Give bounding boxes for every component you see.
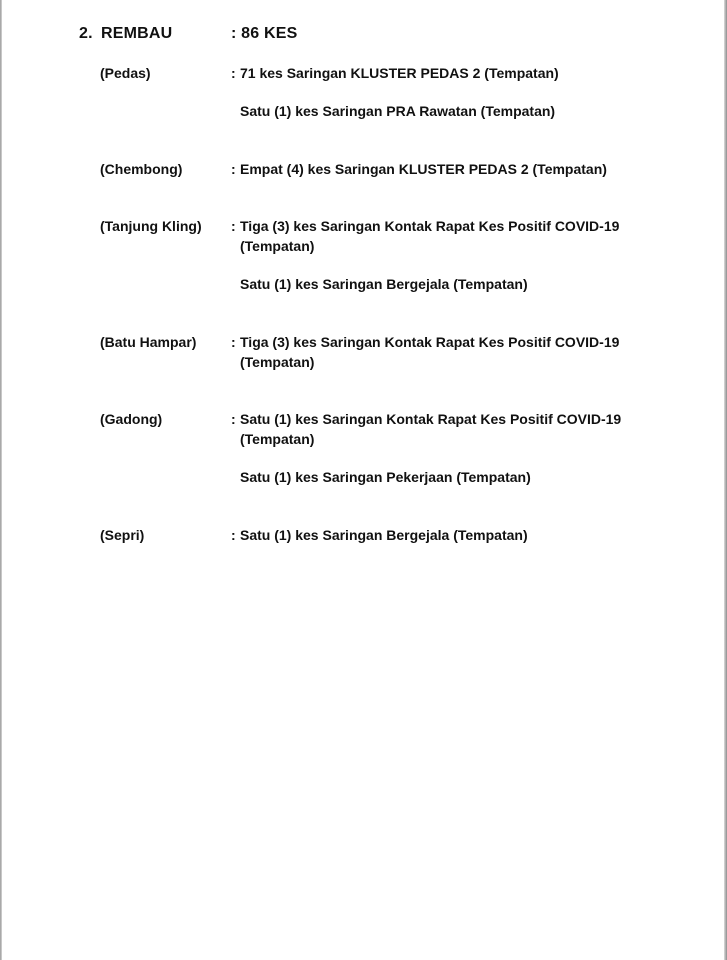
case-line: Tiga (3) kes Saringan Kontak Rapat Kes Positif COVID-19 (Tempatan) bbox=[240, 334, 620, 370]
colon-separator: : bbox=[231, 65, 236, 81]
case-line: Satu (1) kes Saringan Bergejala (Tempatan) bbox=[240, 276, 528, 292]
colon-separator: : bbox=[231, 218, 236, 234]
location-label: (Batu Hampar) bbox=[100, 334, 197, 350]
location-label: (Chembong) bbox=[100, 161, 183, 177]
heading-number: 2. bbox=[79, 25, 93, 42]
location-label: (Tanjung Kling) bbox=[100, 218, 202, 234]
case-line: Empat (4) kes Saringan KLUSTER PEDAS 2 (Tempatan) bbox=[240, 161, 607, 177]
case-line: Satu (1) kes Saringan Bergejala (Tempatan) bbox=[240, 527, 528, 543]
colon-separator: : bbox=[231, 527, 236, 543]
page-edge-left bbox=[0, 0, 2, 960]
colon-separator: : bbox=[231, 161, 236, 177]
colon-separator: : bbox=[231, 411, 236, 427]
case-line: Tiga (3) kes Saringan Kontak Rapat Kes Positif COVID-19 (Tempatan) bbox=[240, 218, 620, 254]
case-line: Satu (1) kes Saringan Pekerjaan (Tempatan) bbox=[240, 469, 531, 485]
case-line: 71 kes Saringan KLUSTER PEDAS 2 (Tempatan) bbox=[240, 65, 559, 81]
heading-district: REMBAU bbox=[101, 25, 173, 42]
location-label: (Pedas) bbox=[100, 65, 151, 81]
heading-total: : 86 KES bbox=[231, 25, 298, 42]
location-label: (Gadong) bbox=[100, 411, 163, 427]
location-label: (Sepri) bbox=[100, 527, 145, 543]
case-line: Satu (1) kes Saringan PRA Rawatan (Tempatan) bbox=[240, 103, 556, 119]
colon-separator: : bbox=[231, 334, 236, 350]
case-line: Satu (1) kes Saringan Kontak Rapat Kes Positif COVID-19 (Tempatan) bbox=[240, 411, 622, 447]
